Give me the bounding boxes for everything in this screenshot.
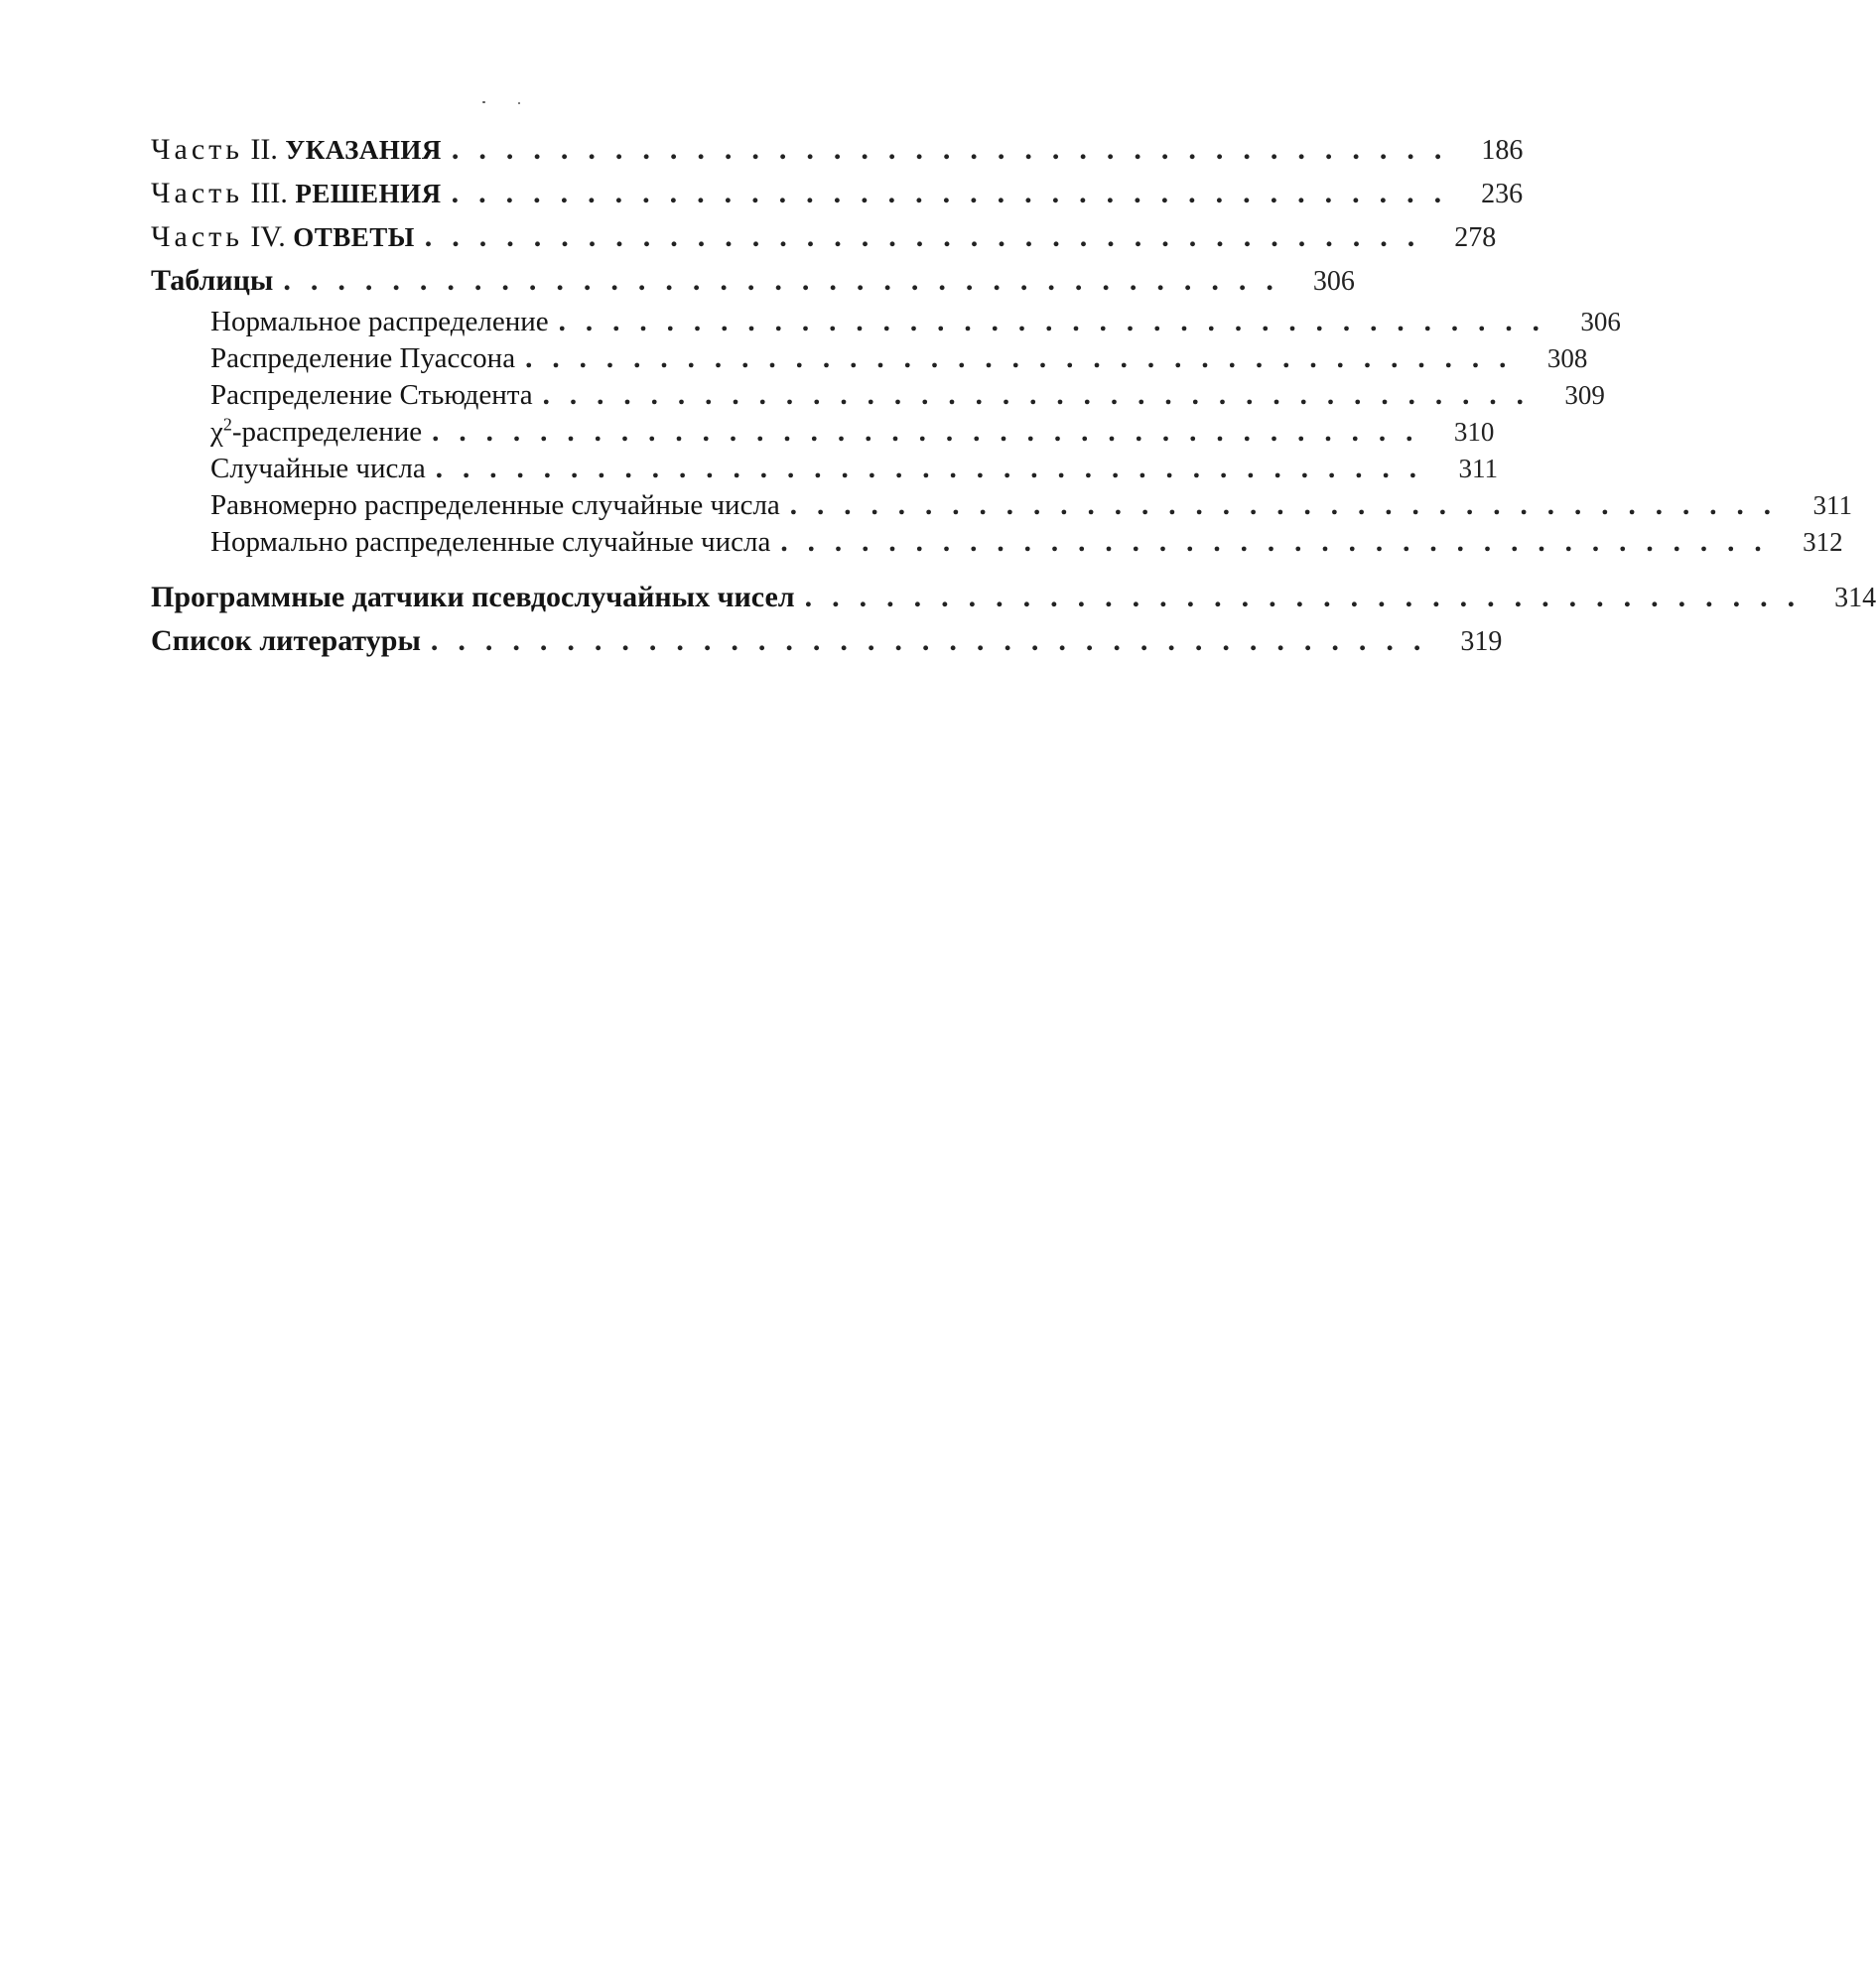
- toc-entry-label: Список литературы: [151, 624, 421, 657]
- dot-leader: .....................................: [542, 379, 1543, 411]
- toc-entry-label: Программные датчики псевдослучайных чисел: [151, 581, 795, 613]
- part-title: РЕШЕНИЯ: [295, 179, 442, 208]
- toc-entry-label: [151, 222, 425, 252]
- toc-entry-part-2[interactable]: [151, 133, 1524, 179]
- toc-entry-label: Распределение Пуассона: [210, 342, 516, 374]
- part-number: IV.: [250, 220, 286, 253]
- toc-entry-label: [210, 414, 432, 448]
- dot-leader: .....................................: [451, 177, 1462, 209]
- dot-leader: .....................................: [804, 581, 1815, 613]
- toc-entry-label: Случайные числа: [210, 453, 426, 484]
- page-number: 319: [1460, 626, 1503, 657]
- page-number: 311: [1812, 490, 1853, 520]
- dot-leader: .....................................: [435, 453, 1436, 484]
- part-title: ОТВЕТЫ: [293, 222, 415, 252]
- dot-leader: .....................................: [789, 489, 1792, 521]
- part-number: II.: [250, 133, 278, 166]
- toc-entry-bibliography[interactable]: [151, 624, 1503, 670]
- dot-leader: .....................................: [430, 624, 1441, 657]
- toc-entry-part-4[interactable]: [151, 220, 1497, 266]
- toc-entry-label: [151, 135, 452, 165]
- part-number: III.: [250, 177, 288, 209]
- scan-speck: [518, 102, 520, 104]
- dot-leader: .....................................: [558, 306, 1559, 337]
- page-number: 312: [1803, 527, 1843, 557]
- page-number: 314: [1834, 583, 1876, 613]
- part-title: УКАЗАНИЯ: [285, 135, 442, 165]
- toc-subentry-random-numbers[interactable]: [151, 453, 1498, 491]
- dot-leader: .....................................: [424, 220, 1435, 253]
- page-number: 308: [1546, 343, 1588, 373]
- label-rest: -распределение: [231, 416, 423, 448]
- scan-speck: [482, 101, 485, 103]
- toc-entry-tables[interactable]: [151, 264, 1355, 308]
- toc-entry-label: Нормальное распределение: [210, 306, 549, 337]
- toc-subentry-normal-random-numbers[interactable]: [151, 526, 1843, 565]
- page-number: 278: [1454, 222, 1497, 253]
- part-prefix: Часть: [151, 220, 243, 253]
- dot-leader: .....................................: [780, 526, 1782, 558]
- page-number: 236: [1481, 179, 1524, 209]
- toc-entry-part-3[interactable]: [151, 177, 1524, 222]
- dot-leader: .....................................: [283, 264, 1293, 297]
- toc-subentry-uniform-random-numbers[interactable]: [151, 489, 1853, 528]
- page-number: 309: [1564, 380, 1605, 410]
- toc-entry-label: Равномерно распределенные случайные числа: [210, 489, 780, 521]
- toc-entry-label: Таблицы: [151, 264, 274, 297]
- page-number: 310: [1453, 417, 1495, 447]
- page-number: 306: [1312, 266, 1355, 297]
- table-of-contents: [151, 133, 1876, 670]
- toc-subentry-poisson-distribution[interactable]: [151, 342, 1588, 381]
- toc-subentry-chi-square-distribution[interactable]: [151, 414, 1495, 455]
- part-prefix: Часть: [151, 133, 243, 166]
- page-number: 311: [1458, 454, 1498, 483]
- dot-leader: .....................................: [525, 342, 1527, 374]
- toc-entry-label: Нормально распределенные случайные числа: [210, 526, 771, 558]
- toc-subentry-normal-distribution[interactable]: [151, 306, 1621, 344]
- page-number: 306: [1580, 307, 1621, 336]
- toc-entry-label: [151, 179, 452, 208]
- chi-symbol: χ: [210, 416, 223, 448]
- toc-subentry-student-distribution[interactable]: [151, 379, 1605, 418]
- toc-entry-pseudorandom-generators[interactable]: [151, 581, 1876, 626]
- superscript-2: 2: [222, 414, 232, 435]
- page-number: 186: [1481, 135, 1524, 166]
- dot-leader: .....................................: [451, 133, 1462, 166]
- dot-leader: .....................................: [432, 416, 1433, 448]
- part-prefix: Часть: [151, 177, 243, 209]
- toc-entry-label: Распределение Стьюдента: [210, 379, 533, 411]
